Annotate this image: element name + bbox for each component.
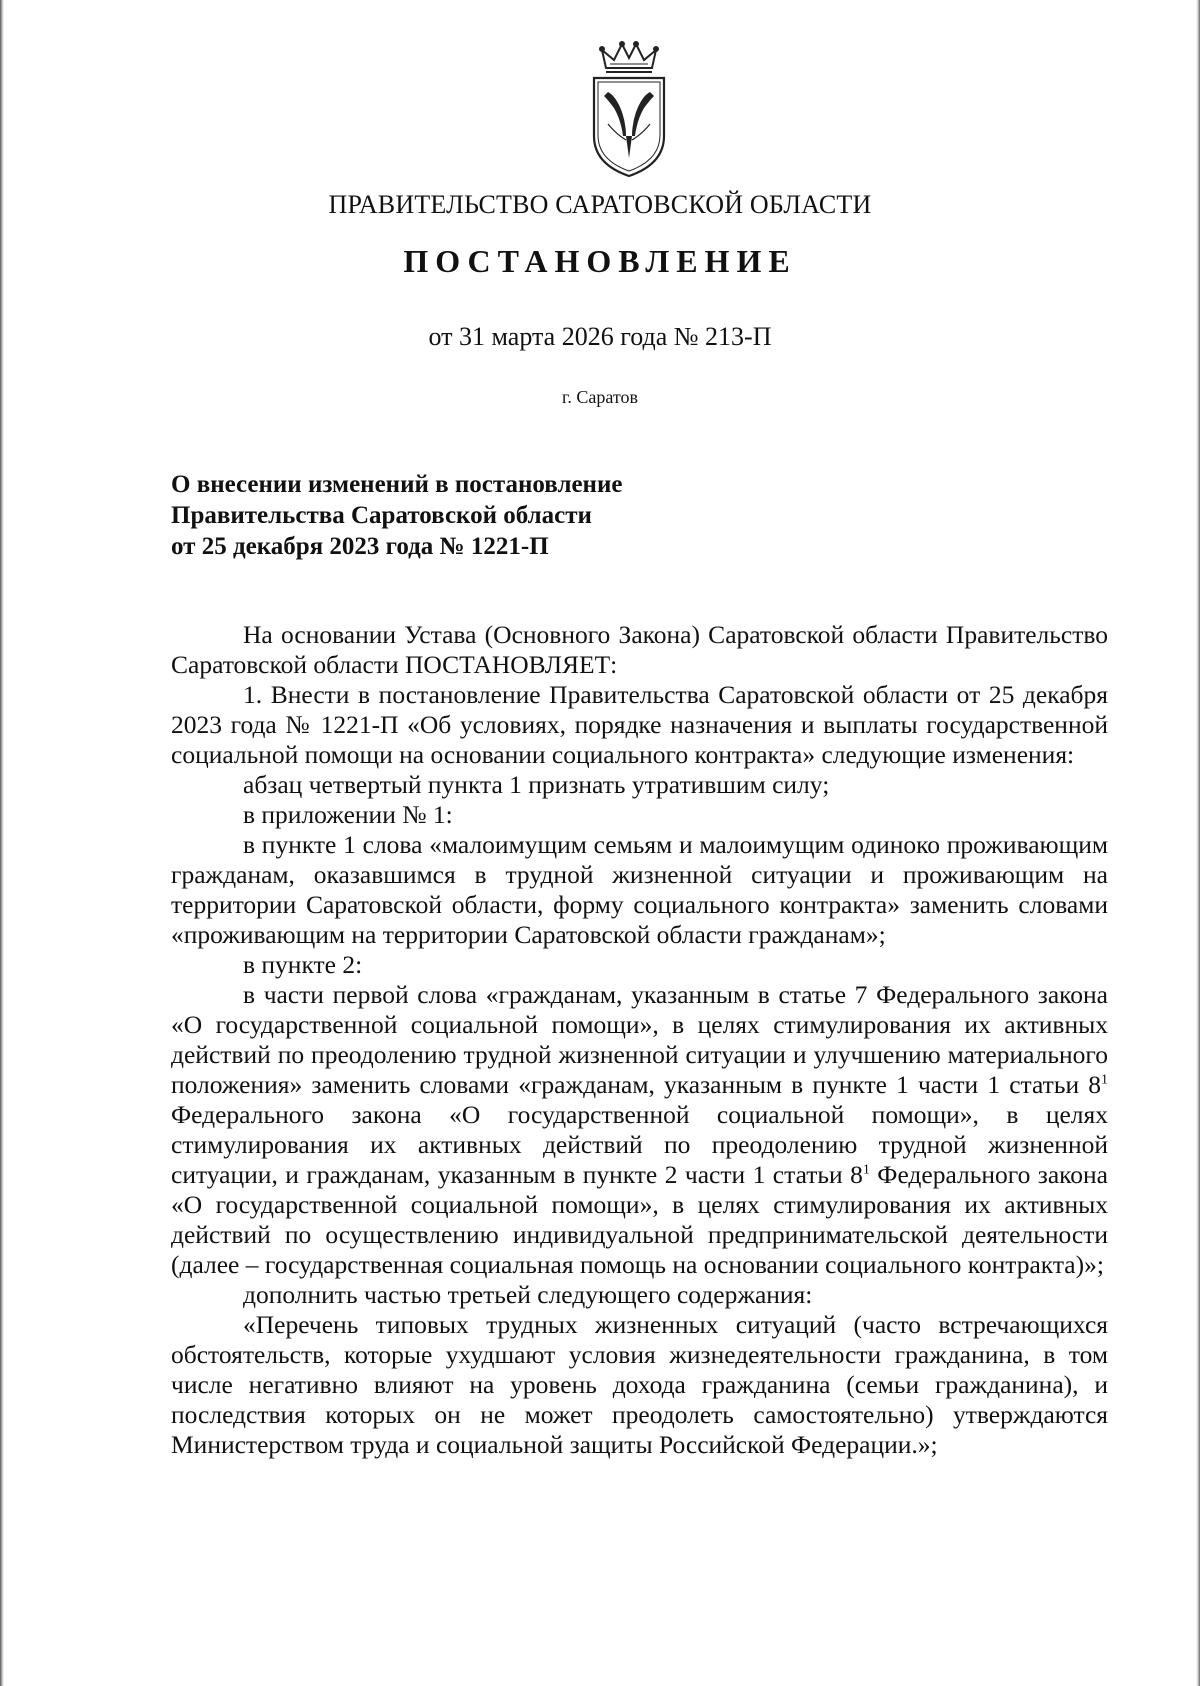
paragraph-text: в части первой слова «гражданам, указанным в статье 7 Федерального закона «О государственной социальной помощи», в целях стимулирования их активных действий по преодолению трудной жизненной ситуации и улучшению материального положения» заменить словами «гражданам, указанным в пункте 1 части 1 статьи 8 <box>171 980 1108 1099</box>
document-subject <box>171 469 811 562</box>
document-city: г. Саратов <box>562 387 638 407</box>
body-paragraph: в пункте 1 слова «малоимущим семьям и малоимущим одиноко проживающим гражданам, оказавшимся в трудной жизненной ситуации и проживающим на территории Саратовской области, форму социального контракта» заменить словами «проживающим на территории Саратовской области гражданам»; <box>171 830 1108 949</box>
body-paragraph: дополнить частью третьей следующего содержания: <box>243 1280 813 1309</box>
subject-line: Правительства Саратовской области <box>171 502 592 529</box>
paragraph-text: Федерального закона «О государственной социальной помощи», в целях стимулирования их активных действий по преодолению трудной жизненной ситуации, и гражданам, указанным в пункте 2 части 1 статьи 8 <box>171 1100 1108 1189</box>
body-paragraph: в пункте 2: <box>243 950 363 979</box>
government-name: ПРАВИТЕЛЬСТВО САРАТОВСКОЙ ОБЛАСТИ <box>328 190 872 219</box>
superscript: 1 <box>1101 1072 1108 1088</box>
body-paragraph: абзац четвертый пункта 1 признать утратившим силу; <box>243 770 830 799</box>
document-body <box>171 620 1108 1460</box>
body-paragraph: «Перечень типовых трудных жизненных ситуаций (часто встречающихся обстоятельств, которые ухудшают условия жизнедеятельности гражданина, в том числе негативно влияют на уровень дохода гражданина (семьи гражданина), и последствия которых он не может преодолеть самостоятельно) утверждаются Министерством труда и социальной защиты Российской Федерации.»; <box>171 1310 1108 1459</box>
document-date-number: от 31 марта 2026 года № 213-П <box>428 322 772 351</box>
paragraph-text: Федерального закона «О государственной социальной помощи», в целях стимулирования их активных действий по осуществлению индивидуальной предпринимательской деятельности (далее – государственная социальная помощь на основании социального контракта)»; <box>171 1160 1108 1279</box>
body-paragraph: На основании Устава (Основного Закона) Саратовской области Правительство Саратовской области ПОСТАНОВЛЯЕТ: <box>171 620 1108 679</box>
superscript: 1 <box>862 1162 870 1178</box>
subject-line: от 25 декабря 2023 года № 1221-П <box>171 533 549 560</box>
body-paragraph: 1. Внести в постановление Правительства Саратовской области от 25 декабря 2023 года № 1221-П «Об условиях, порядке назначения и выплаты государственной социальной помощи на основании социального контракта» следующие изменения: <box>171 680 1108 769</box>
document-type-title: ПОСТАНОВЛЕНИЕ <box>403 243 797 279</box>
body-paragraph <box>171 980 1108 1280</box>
subject-line: О внесении изменений в постановление <box>171 471 623 498</box>
saratov-coat-of-arms-icon <box>586 40 672 180</box>
body-paragraph: в приложении № 1: <box>243 800 453 829</box>
